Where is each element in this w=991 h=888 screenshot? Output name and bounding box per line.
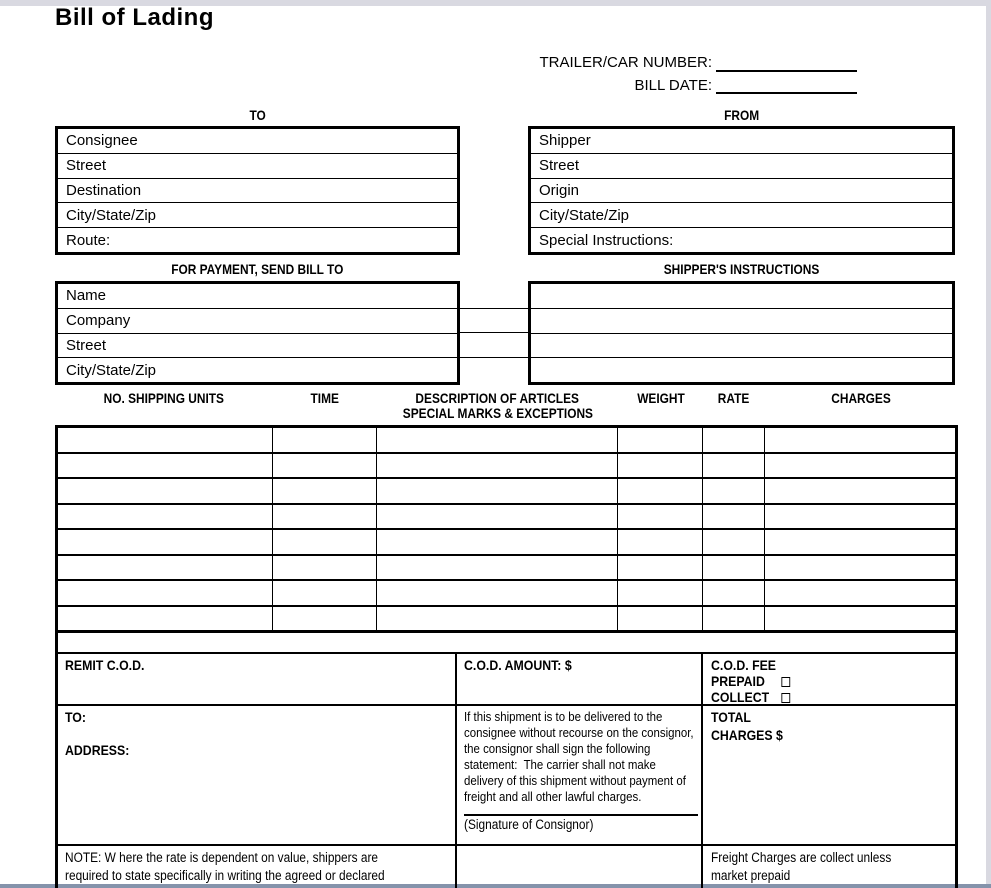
shipper-city-state-zip-row: City/State/Zip — [531, 203, 952, 228]
items-cell — [703, 607, 765, 631]
page-title: Bill of Lading — [55, 4, 214, 31]
freight-charges-cell — [703, 846, 955, 888]
items-cell — [58, 556, 273, 580]
table-row — [58, 556, 955, 582]
items-cell — [765, 479, 955, 503]
items-cell — [618, 479, 703, 503]
consignee-city-state-zip-row: City/State/Zip — [58, 203, 457, 228]
col-header-charges — [765, 391, 958, 421]
table-row — [58, 530, 955, 556]
col-header-description — [377, 391, 618, 421]
cod-amount-label: C.O.D. AMOUNT: $ — [464, 656, 572, 673]
items-cell — [765, 607, 955, 631]
items-cell — [618, 530, 703, 554]
items-cell — [618, 505, 703, 529]
consignor-statement-cell — [457, 706, 703, 844]
origin-row: Origin — [531, 179, 952, 204]
col-header-text: WEIGHT — [636, 390, 685, 406]
items-cell — [765, 428, 955, 452]
col-header-shipping-units — [55, 391, 273, 421]
payment-street-row: Street — [58, 334, 457, 359]
note-text-line1: NOTE: W here the rate is dependent on value, shippers are — [65, 850, 379, 865]
signature-caption: (Signature of Consignor) — [464, 817, 594, 833]
shipper-instructions-blank-row — [531, 334, 952, 359]
items-cell — [58, 505, 273, 529]
note-text-line2: required to state specifically in writing the agreed or declared — [65, 868, 385, 883]
items-cell — [618, 454, 703, 478]
shipper-table — [528, 126, 955, 255]
route-row: Route: — [66, 231, 111, 249]
note-row — [58, 846, 955, 888]
items-cell — [58, 454, 273, 478]
to-heading-text: TO — [249, 107, 266, 123]
items-cell — [377, 505, 618, 529]
items-cell — [703, 581, 765, 605]
trailer-car-number-label: TRAILER/CAR NUMBER: — [539, 54, 712, 71]
items-table-header — [55, 391, 958, 421]
items-cell — [703, 479, 765, 503]
collect-checkbox — [781, 693, 790, 703]
page-right-edge — [986, 0, 991, 888]
items-cell — [377, 607, 618, 631]
items-table — [55, 425, 958, 633]
items-cell — [765, 556, 955, 580]
table-row — [58, 428, 955, 454]
remit-cod-row — [58, 654, 955, 706]
cod-bottom-section — [55, 633, 958, 888]
remit-to-address-cell — [58, 706, 457, 844]
prepaid-checkbox — [781, 677, 790, 687]
note-empty-cell — [457, 846, 703, 888]
consignor-row — [58, 706, 955, 846]
items-cell — [273, 479, 377, 503]
connector-line — [458, 357, 530, 358]
prepaid-label: PREPAID — [711, 672, 765, 689]
payment-table — [55, 281, 460, 385]
payment-section-heading — [55, 261, 460, 277]
payment-company-row: Company — [58, 309, 457, 334]
items-cell — [618, 428, 703, 452]
remit-address-label: ADDRESS: — [65, 741, 130, 758]
shipper-instructions-table — [528, 281, 955, 385]
items-cell — [273, 505, 377, 529]
items-cell — [765, 454, 955, 478]
items-cell — [377, 479, 618, 503]
to-section-heading — [55, 107, 460, 123]
items-cell — [273, 556, 377, 580]
cod-fee-cell — [703, 654, 955, 704]
charges-label: CHARGES $ — [711, 726, 783, 743]
remit-cod-label: REMIT C.O.D. — [65, 656, 145, 673]
items-cell — [765, 581, 955, 605]
table-row — [58, 454, 955, 480]
items-cell — [273, 454, 377, 478]
items-cell — [765, 530, 955, 554]
connector-line — [458, 308, 530, 309]
from-heading-text: FROM — [723, 107, 760, 123]
table-row — [58, 581, 955, 607]
consignee-row: Consignee — [58, 129, 457, 154]
items-cell — [273, 428, 377, 452]
shipper-street-row: Street — [531, 154, 952, 179]
col-header-text: CHARGES — [831, 390, 892, 406]
items-cell — [377, 581, 618, 605]
items-cell — [618, 607, 703, 631]
cod-amount-cell — [457, 654, 703, 704]
trailer-car-number-blank — [716, 70, 857, 72]
note-cell — [58, 846, 457, 888]
items-cell — [58, 479, 273, 503]
items-cell — [273, 530, 377, 554]
items-cell — [765, 505, 955, 529]
col-header-text: NO. SHIPPING UNITS — [103, 390, 225, 406]
items-cell — [273, 607, 377, 631]
table-row — [58, 479, 955, 505]
items-cell — [377, 428, 618, 452]
shipper-instructions-blank-row — [531, 358, 952, 382]
items-cell — [703, 428, 765, 452]
col-header-rate — [703, 391, 765, 421]
items-cell — [703, 556, 765, 580]
items-cell — [703, 530, 765, 554]
prepaid-option — [711, 673, 790, 689]
items-cell — [58, 428, 273, 452]
items-cell — [618, 581, 703, 605]
remit-to-label: TO: — [65, 708, 86, 725]
freight-charges-line1: Freight Charges are collect unless — [711, 850, 892, 865]
items-cell — [273, 581, 377, 605]
consignor-statement: If this shipment is to be delivered to the consignee without recourse on the consignor, the consignor shall sign the following statement: The carrier shall not make delivery of this shipment without payment of freight and all other lawful charges. — [464, 708, 697, 804]
remit-cod-cell — [58, 654, 457, 704]
shipper-instructions-blank-row — [531, 309, 952, 334]
shipper-instructions-blank-row — [531, 284, 952, 309]
freight-charges-line2: market prepaid — [711, 868, 791, 883]
col-header-text: DESCRIPTION OF ARTICLES — [415, 390, 580, 406]
items-cell — [377, 556, 618, 580]
collect-label: COLLECT — [711, 688, 770, 705]
col-subheader-text: SPECIAL MARKS & EXCEPTIONS — [402, 405, 593, 421]
table-row — [58, 607, 955, 631]
table-row — [58, 505, 955, 531]
collect-option — [711, 689, 790, 705]
shipper-row: Shipper — [531, 129, 952, 154]
total-label: TOTAL — [711, 708, 751, 725]
bill-date-blank — [716, 92, 857, 94]
consignee-table — [55, 126, 460, 255]
payment-name-row: Name — [58, 284, 457, 309]
items-cell — [703, 505, 765, 529]
col-header-text: RATE — [718, 390, 750, 406]
items-cell — [377, 530, 618, 554]
items-cell — [58, 607, 273, 631]
col-header-weight — [618, 391, 703, 421]
payment-heading-text: FOR PAYMENT, SEND BILL TO — [171, 261, 344, 277]
col-header-time — [273, 391, 377, 421]
items-cell — [618, 556, 703, 580]
destination-row: Destination — [58, 179, 457, 204]
items-cell — [377, 454, 618, 478]
special-instructions-row: Special Instructions: — [539, 231, 674, 249]
items-cell — [703, 454, 765, 478]
from-section-heading — [528, 107, 955, 123]
cod-fee-label: C.O.D. FEE — [711, 656, 777, 673]
col-header-text: TIME — [310, 390, 340, 406]
bill-date-label: BILL DATE: — [634, 77, 712, 94]
connector-line — [458, 332, 530, 333]
items-cell — [58, 530, 273, 554]
total-charges-cell — [703, 706, 955, 844]
shipper-instructions-heading-text: SHIPPER'S INSTRUCTIONS — [663, 261, 820, 277]
shipper-instructions-heading — [528, 261, 955, 277]
spacer-row — [58, 633, 955, 654]
items-cell — [58, 581, 273, 605]
consignee-street-row: Street — [58, 154, 457, 179]
payment-city-state-zip-row: City/State/Zip — [66, 361, 157, 379]
